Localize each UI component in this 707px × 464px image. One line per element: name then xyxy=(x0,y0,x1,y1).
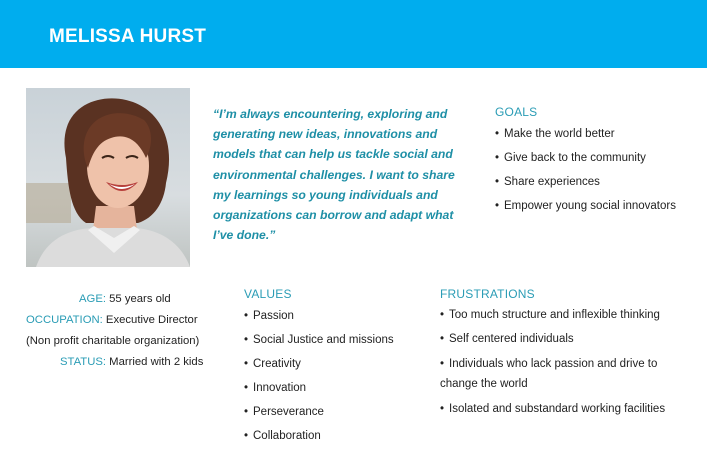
values-title: VALUES xyxy=(244,287,292,301)
value-text: Innovation xyxy=(253,382,307,394)
persona-photo xyxy=(26,88,190,267)
values-list xyxy=(244,304,394,448)
occupation-value: Executive Director xyxy=(105,314,198,326)
frustrations-section xyxy=(440,286,690,422)
bullet: • xyxy=(244,382,249,394)
status-row xyxy=(60,352,203,373)
bullet: • xyxy=(440,309,445,321)
status-label: STATUS: xyxy=(60,356,107,368)
list-item xyxy=(440,304,690,326)
goal-text: Share experiences xyxy=(504,176,600,188)
list-item xyxy=(244,304,394,328)
frustrations-title: FRUSTRATIONS xyxy=(440,287,535,301)
list-item xyxy=(440,398,690,420)
frustration-text: Self centered individuals xyxy=(449,333,574,345)
bullet: • xyxy=(244,310,249,322)
frustrations-list xyxy=(440,304,690,420)
list-item xyxy=(495,194,676,218)
bullet: • xyxy=(244,358,249,370)
persona-name: MELISSA HURST xyxy=(49,26,207,47)
status-value: Married with 2 kids xyxy=(109,356,204,368)
goal-text: Empower young social innovators xyxy=(504,200,676,212)
occupation-row xyxy=(26,310,198,331)
frustration-text: Too much structure and inflexible thinking xyxy=(449,309,660,321)
list-item xyxy=(244,376,394,400)
age-label: AGE: xyxy=(79,293,106,305)
portrait-image xyxy=(26,88,190,267)
bullet: • xyxy=(244,406,249,418)
values-section xyxy=(244,286,394,448)
value-text: Creativity xyxy=(253,358,301,370)
occupation-detail: (Non profit charitable organization) xyxy=(26,335,200,347)
bullet: • xyxy=(495,176,500,188)
age-value: 55 years old xyxy=(109,293,171,305)
frustration-text: Isolated and substandard working facilities xyxy=(449,403,666,415)
list-item xyxy=(495,170,676,194)
value-text: Passion xyxy=(253,310,294,322)
persona-quote: “I’m always encountering, exploring and generating new ideas, innovations and models that can help us tackle social and environmental challenges. I want to share my learnings so young individuals and organizations can borrow and adapt what I’ve done.” xyxy=(213,107,455,243)
bullet: • xyxy=(440,358,445,370)
list-item xyxy=(495,122,676,146)
value-text: Social Justice and missions xyxy=(253,334,394,346)
frustration-text: Individuals who lack passion and drive to change the world xyxy=(440,358,658,390)
goals-list xyxy=(495,122,676,218)
bullet: • xyxy=(495,152,500,164)
value-text: Collaboration xyxy=(253,430,321,442)
list-item xyxy=(244,400,394,424)
bullet: • xyxy=(244,334,249,346)
value-text: Perseverance xyxy=(253,406,324,418)
list-item xyxy=(244,328,394,352)
list-item xyxy=(440,328,690,350)
list-item xyxy=(244,352,394,376)
bullet: • xyxy=(495,200,500,212)
bullet: • xyxy=(440,403,445,415)
list-item xyxy=(244,424,394,448)
goal-text: Make the world better xyxy=(504,128,615,140)
bullet: • xyxy=(244,430,249,442)
bullet: • xyxy=(495,128,500,140)
list-item xyxy=(495,146,676,170)
header-bar xyxy=(0,0,707,68)
occupation-label: OCCUPATION: xyxy=(26,314,103,326)
goal-text: Give back to the community xyxy=(504,152,646,164)
age-row xyxy=(79,289,171,310)
goals-section xyxy=(495,104,676,218)
goals-title: GOALS xyxy=(495,105,538,119)
bullet: • xyxy=(440,333,445,345)
list-item xyxy=(440,352,690,396)
